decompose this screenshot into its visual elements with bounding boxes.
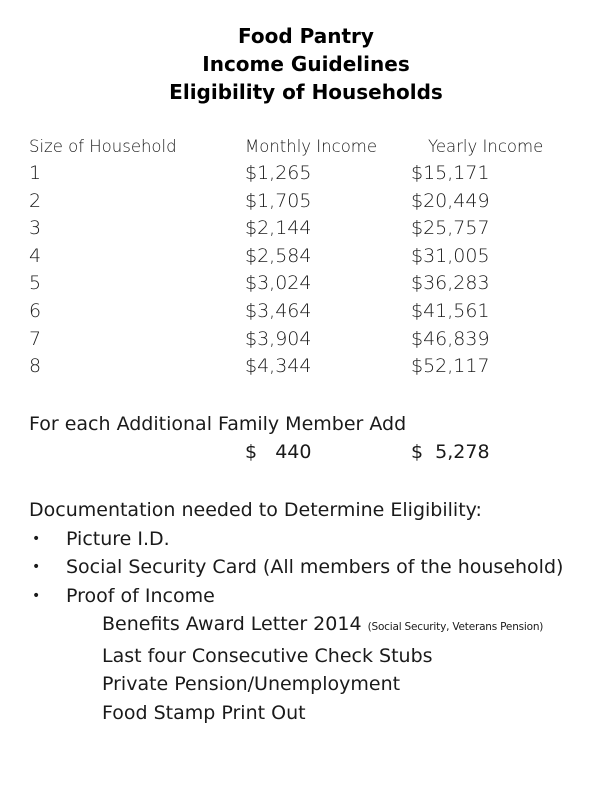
table-row: [29, 215, 589, 243]
household-size: 8: [29, 355, 42, 378]
household-size: 2: [29, 189, 42, 212]
table-row: [29, 353, 589, 381]
table-header-row: [29, 134, 589, 160]
table-row: [29, 298, 589, 326]
monthly-income: $1,705: [245, 189, 312, 212]
yearly-income: $52,117: [411, 355, 490, 378]
yearly-income: $41,561: [411, 299, 490, 322]
household-size: 6: [29, 299, 42, 322]
household-size: 7: [29, 327, 42, 350]
header-size-of-household: Size of Household: [29, 137, 177, 156]
bullet-icon: •: [32, 530, 41, 547]
yearly-income: $31,005: [411, 244, 490, 267]
table-row: [29, 188, 589, 216]
documentation-section: [29, 496, 599, 727]
yearly-income: $46,839: [411, 327, 490, 350]
yearly-income: $20,449: [411, 189, 490, 212]
income-guidelines-table: [29, 134, 589, 381]
additional-yearly-amount: $ 5,278: [411, 441, 490, 463]
monthly-income: $3,024: [245, 272, 312, 295]
table-row: [29, 270, 589, 298]
documentation-heading: Documentation needed to Determine Eligibility:: [29, 499, 482, 521]
table-row: [29, 160, 589, 188]
sub-item-note: (Social Security, Veterans Pension): [367, 621, 544, 633]
title-line-3: Eligibility of Households: [169, 80, 443, 104]
title-line-1: Food Pantry: [238, 24, 374, 48]
monthly-income: $2,144: [245, 217, 312, 240]
yearly-income: $36,283: [411, 272, 490, 295]
household-size: 1: [29, 162, 42, 184]
list-item: [29, 525, 599, 554]
page-title: [0, 22, 612, 106]
sub-item-text: Benefits Award Letter 2014: [102, 613, 362, 635]
monthly-income: $3,904: [245, 327, 312, 350]
sub-item-text: Last four Consecutive Check Stubs: [102, 644, 433, 667]
household-size: 3: [29, 217, 42, 240]
table-row: [29, 243, 589, 271]
proof-of-income-item: [29, 642, 599, 671]
additional-member-amounts: [29, 438, 589, 466]
list-item-text: Social Security Card (All members of the household): [66, 556, 564, 578]
header-yearly-income: Yearly Income: [428, 137, 544, 156]
bullet-icon: •: [32, 587, 41, 604]
list-item: [29, 582, 599, 611]
monthly-income: $4,344: [245, 355, 312, 378]
household-size: 4: [29, 244, 42, 267]
header-monthly-income: Monthly Income: [245, 137, 378, 156]
additional-monthly-amount: $ 440: [245, 441, 312, 463]
monthly-income: $3,464: [245, 299, 312, 322]
sub-item-text: Food Stamp Print Out: [102, 701, 306, 724]
bullet-icon: •: [32, 559, 41, 575]
list-item-text: Picture I.D.: [66, 527, 170, 550]
additional-member-section: [29, 410, 589, 466]
monthly-income: $2,584: [245, 244, 312, 267]
yearly-income: $25,757: [411, 217, 490, 240]
proof-of-income-item: [29, 699, 599, 728]
proof-of-income-item: [29, 670, 599, 699]
sub-item-text: Private Pension/Unemployment: [102, 673, 401, 695]
list-item: [29, 553, 599, 582]
household-size: 5: [29, 272, 42, 295]
list-item-text: Proof of Income: [66, 584, 215, 607]
title-line-2: Income Guidelines: [202, 52, 410, 76]
monthly-income: $1,265: [245, 162, 312, 184]
yearly-income: $15,171: [411, 162, 490, 184]
proof-of-income-item: [29, 610, 599, 642]
table-row: [29, 326, 589, 354]
additional-member-label: For each Additional Family Member Add: [29, 413, 407, 435]
